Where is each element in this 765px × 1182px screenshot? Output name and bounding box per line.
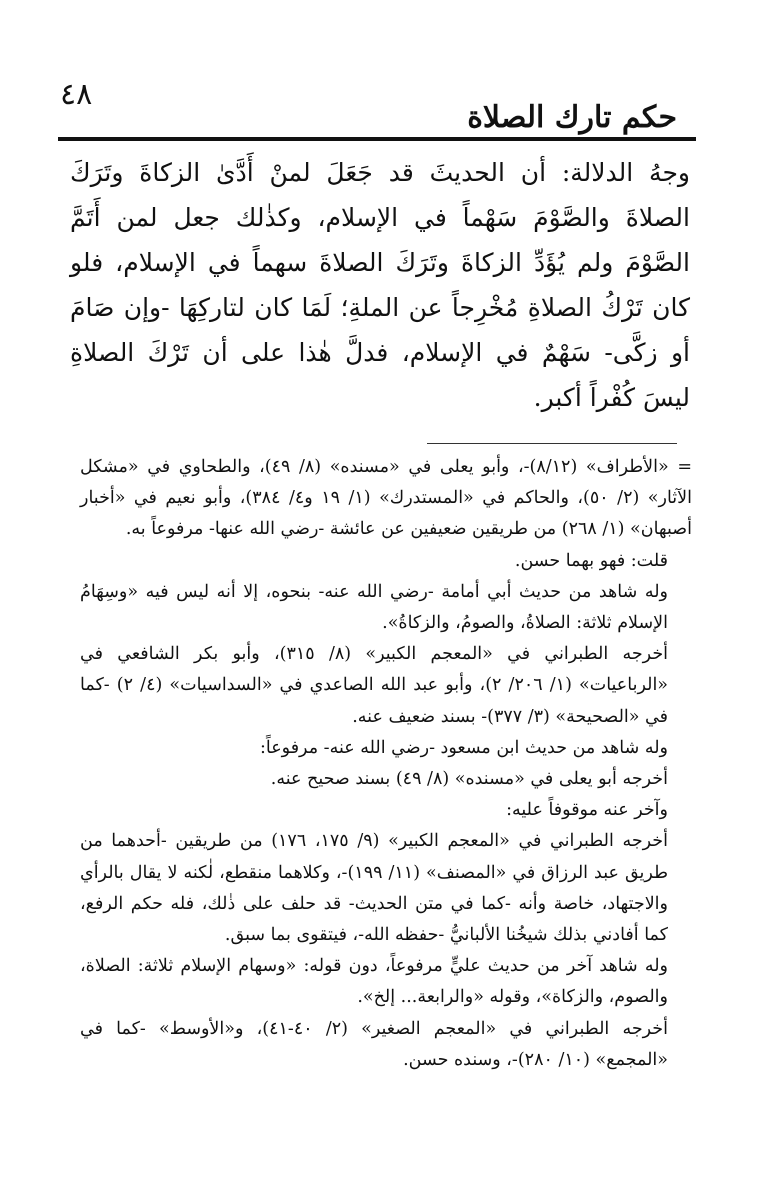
footnote-paragraph: وآخر عنه موقوفاً عليه: — [506, 800, 668, 821]
footnote-paragraph: أخرجه الطبراني في «المعجم الصغير» (٢/ ٤٠-٤١)، و«الأوسط» -كما في «المجمع» (١٠/ ٢٨٠)-، وسنده حسن. — [80, 1018, 668, 1070]
footnotes — [80, 452, 692, 1076]
main-text — [70, 150, 690, 420]
footnote-paragraph: أخرجه الطبراني في «المعجم الكبير» (٩/ ١٧٥، ١٧٦) من طريقين -أحدهما من طريق عبد الرزاق في «المصنف» (١١/ ١٩٩)-، وكلاهما منقطع، لٰكنه لا يقال بالرأي والاجتهاد، خاصة وأنه -كما في متن الحديث- قد حلف على ذٰلك، فله حكم الرفع، كما أفادني بذلك شيخُنا الألبانيُّ -حفظه الله-، فيتقوى بما سبق. — [80, 831, 669, 946]
footnote-paragraph: وله شاهد آخر من حديث عليٍّ مرفوعاً، دون قوله: «وسهام الإسلام ثلاثة: الصلاة، والصوم، والزكاة»، وقوله «والرابعة... إلخ». — [80, 956, 668, 1008]
footnote-paragraph: وله شاهد من حديث أبي أمامة -رضي الله عنه- بنحوه، إلا أنه ليس فيه «وسِهَامُ الإسلام ثلاثة: الصلاةُ، والصومُ، والزكاةُ». — [80, 581, 668, 634]
running-title: حكم تارك الصلاة — [467, 100, 677, 135]
main-paragraph: وجهُ الدلالة: أن الحديثَ قد جَعَلَ لمنْ أَدَّىٰ الزكاةَ وتَرَكَ الصلاةَ والصَّوْمَ سَهْماً في الإسلام، وكذٰلك جعل لمن أَتَمَّ الصَّوْمَ ولم يُؤَدِّ الزكاةَ وتَرَكَ الصلاةَ سهماً في الإسلام، فلو كان تَرْكُ الصلاةِ مُخْرِجاً عن الملةِ؛ لَمَا كان لتاركِهَا -وإن صَامَ أو زكَّى- سَهْمٌ في الإسلام، فدلَّ هٰذا على أن تَرْكَ الصلاةِ ليسَ كُفْراً أكبر. — [70, 158, 690, 412]
footnote-paragraph: أخرجه الطبراني في «المعجم الكبير» (٨/ ٣١٥)، وأبو بكر الشافعي في «الرباعيات» (١/ ٢٠٦/ ٢)، وأبو عبد الله الصاعدي في «السداسيات» (٤/ ٢) -كما في «الصحيحة» (٣/ ٣٧٧)- بسند ضعيف عنه. — [80, 644, 669, 727]
footnote-paragraph: = «الأطراف» (٨/١٢)-، وأبو يعلى في «مسنده» (٨/ ٤٩)، والطحاوي في «مشكل الآثار» (٢/ ٥٠)، والحاكم في «المستدرك» (١/ ١٩ و٤/ ٣٨٤)، وأبو نعيم في «أخبار أصبهان» (١/ ٢٦٨) من طريقين ضعيفين عن عائشة -رضي الله عنها- مرفوعاً به. — [80, 457, 692, 540]
footnote-separator — [427, 443, 677, 444]
footnote-paragraph: قلت: فهو بهما حسن. — [514, 550, 668, 571]
footnote-paragraph: أخرجه أبو يعلى في «مسنده» (٨/ ٤٩) بسند صحيح عنه. — [270, 769, 668, 790]
footnote-paragraph: وله شاهد من حديث ابن مسعود -رضي الله عنه- مرفوعاً: — [259, 737, 668, 758]
header-rule — [58, 137, 696, 141]
page-number: ٤٨ — [60, 77, 93, 112]
